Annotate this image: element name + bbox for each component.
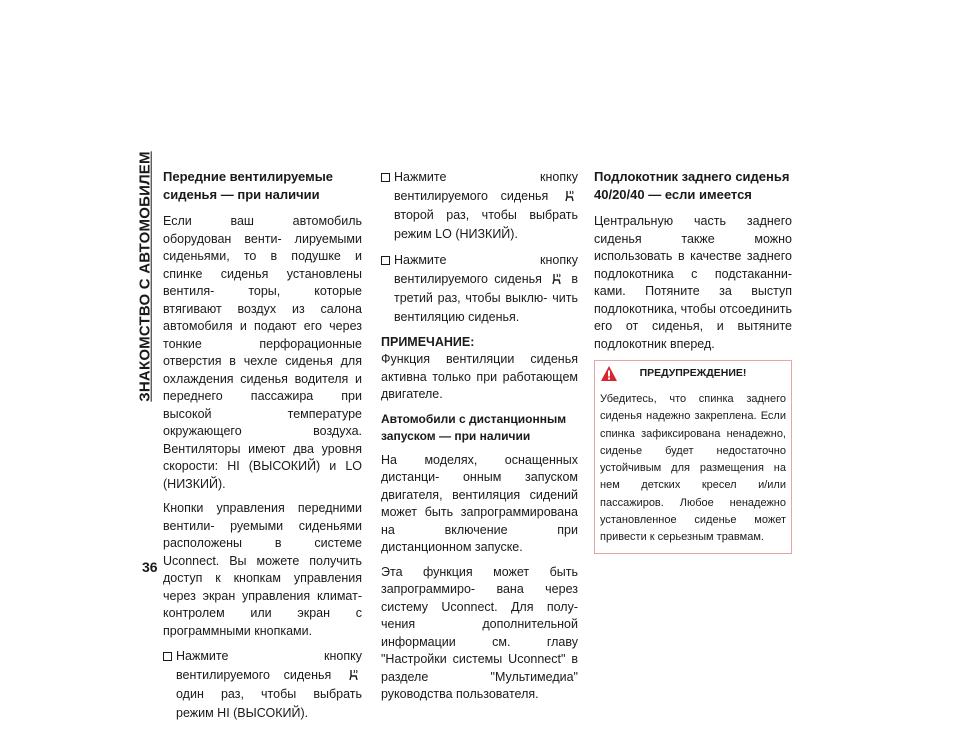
warning-header bbox=[595, 361, 791, 387]
ventilated-seat-icon bbox=[551, 273, 562, 285]
bullet-text-post: в третий раз, чтобы выклю- чить вентиляцию сиденья. bbox=[394, 272, 578, 324]
column-1 bbox=[163, 168, 362, 730]
ventilated-seat-icon bbox=[348, 669, 359, 681]
column-3 bbox=[594, 168, 792, 554]
bullet-item-off bbox=[381, 251, 578, 327]
section-side-tab bbox=[128, 150, 162, 402]
ventilated-seat-icon bbox=[564, 190, 575, 202]
bullet-text-post: второй раз, чтобы выбрать режим LO (НИЗКИЙ). bbox=[394, 208, 578, 241]
bullet-item-hi bbox=[163, 647, 362, 723]
page-number: 36 bbox=[142, 559, 158, 575]
bullet-text-pre: Нажмите кнопку вентилируемого сиденья bbox=[394, 170, 578, 203]
ventilated-seats-controls: Кнопки управления передними вентили- руемыми сиденьями расположены в системе Uconnect. Вы можете получить доступ к кнопкам управления через экран управления климат-контролем или экран с программными кнопками. bbox=[163, 501, 362, 638]
ventilated-seats-heading: Передние вентилируемые сиденья — при наличии bbox=[163, 169, 334, 202]
bullet-text-post: один раз, чтобы выбрать режим HI (ВЫСОКИЙ). bbox=[176, 687, 362, 720]
bullet-text-pre: Нажмите кнопку вентилируемого сиденья bbox=[176, 649, 362, 682]
uconnect-programming-text: Эта функция может быть запрограммиро- вана через систему Uconnect. Для полу- чения дополнительной информации см. главу "Настройки системы Uconnect" в разделе "Мультимедиа" руководства пользователя. bbox=[381, 564, 578, 701]
remote-start-heading: Автомобили с дистанционным запуском — при наличии bbox=[381, 411, 567, 443]
armrest-heading: Подлокотник заднего сиденья 40/20/40 — если имеется bbox=[594, 169, 790, 202]
square-bullet-icon bbox=[381, 173, 390, 182]
warning-text: Убедитесь, что спинка заднего сиденья надежно закреплена. Если спинка зафиксирована ненадежно, сиденье будет недостаточно устойчивым для размещения на нем детских кресел и/или пассажиров. Любое ненадежно установленное сиденье может привести к серьезным травмам. bbox=[600, 393, 786, 544]
warning-title: ПРЕДУПРЕЖДЕНИЕ! bbox=[639, 367, 747, 380]
column-2 bbox=[381, 168, 578, 711]
note-text: Функция вентиляции сиденья активна только при работающем двигателе. bbox=[381, 352, 578, 401]
warning-triangle-icon bbox=[600, 365, 618, 382]
section-side-tab-label: ЗНАКОМСТВО С АВТОМОБИЛЕМ bbox=[136, 150, 154, 402]
remote-start-text: На моделях, оснащенных дистанци- онным запуском двигателя, вентиляция сидений может быть запрограммирована на включение при дистанционном запуске. bbox=[381, 452, 578, 554]
armrest-text: Центральную часть заднего сиденья также можно использовать в качестве заднего подлокотника с подстаканни- ками. Потяните за выступ подлокотника, чтобы отсоединить его от сиденья, и вытяните подлокотник вперед. bbox=[594, 214, 793, 351]
warning-box bbox=[594, 360, 792, 554]
square-bullet-icon bbox=[381, 256, 390, 265]
ventilated-seats-intro: Если ваш автомобиль оборудован венти- лируемыми сиденьями, то в подушке и спинке сиденья установлены вентиля- торы, которые втягивают воздух из салона автомобиля и подают его через тонкие перфорационные отверстия в чехле сиденья для охлаждения сиденья водителя и переднего пассажира при высокой температуре окружающего воздуха. Вентиляторы имеют два уровня скорости: HI (ВЫСОКИЙ) и LO (НИЗКИЙ). bbox=[163, 214, 362, 491]
note-title: ПРИМЕЧАНИЕ: bbox=[381, 335, 475, 349]
square-bullet-icon bbox=[163, 652, 172, 661]
bullet-item-lo bbox=[381, 168, 578, 244]
bullet-text-pre: Нажмите кнопку вентилируемого сиденья bbox=[394, 253, 578, 286]
